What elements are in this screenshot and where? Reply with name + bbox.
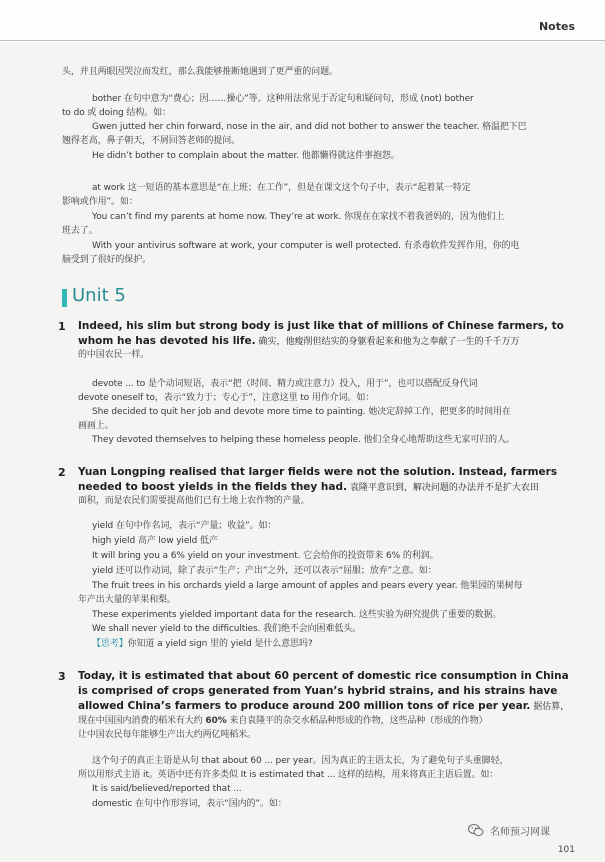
translation-percent: 60% bbox=[205, 716, 227, 726]
unit-accent-bar bbox=[62, 289, 67, 307]
note2-body-line: high yield 高产 low yield 低产 bbox=[92, 536, 218, 546]
note2-heading-en: needed to boost yields in the fields they had. bbox=[78, 481, 347, 493]
note1-body-line: They devoted themselves to helping these homeless people. 他们全身心地帮助这些无家可归的人。 bbox=[92, 435, 515, 445]
note3-body-line: It is said/believed/reported that ... bbox=[92, 784, 242, 794]
note2-body-line: 年产出大量的苹果和梨。 bbox=[78, 595, 176, 605]
note3-heading-line-2: is comprised of crops generated from Yuan’s hybrid strains, and his strains have bbox=[78, 685, 558, 697]
note3-body-line: 这个句子的真正主语是从句 that about 60 ... per year。因为真正的主语太长，为了避免句子头重脚轻， bbox=[92, 756, 509, 766]
note1-heading-line-1: Indeed, his slim but strong body is just like that of millions of Chinese farmers, to bbox=[78, 320, 564, 332]
atwork-line-5: With your antivirus software at work, your computer is well protected. 有杀毒软件发挥作用，你的电 bbox=[92, 241, 520, 251]
unit-title: Unit 5 bbox=[72, 285, 126, 306]
think-text: 你知道 a yield sign 里的 yield 是什么意思吗? bbox=[127, 639, 313, 649]
note1-heading-cn: 确实，他瘦削但结实的身躯看起来和他为之奉献了一生的千千万万 bbox=[255, 337, 520, 347]
translation-part: 现在中国国内消费的稻米有大约 bbox=[78, 716, 206, 726]
atwork-line-6: 脑受到了很好的保护。 bbox=[62, 255, 152, 265]
atwork-line-4: 班去了。 bbox=[62, 226, 98, 236]
wechat-icon bbox=[468, 822, 484, 838]
section-label: Notes bbox=[538, 20, 575, 33]
note3-translation-line-1 bbox=[78, 715, 488, 728]
note-number: 3 bbox=[58, 670, 66, 683]
header-divider bbox=[0, 40, 605, 41]
note1-heading-en: whom he has devoted his life. bbox=[78, 335, 256, 347]
note2-body-line: These experiments yielded important data for the research. 这些实验为研究提供了重要的数据。 bbox=[92, 610, 502, 620]
note2-body-line: yield 还可以作动词，除了表示“生产；产出”之外，还可以表示“屈服；放弃”之意。如： bbox=[92, 566, 437, 576]
note3-heading-line-3 bbox=[78, 699, 569, 714]
atwork-line-3: You can’t find my parents at home now. They’re at work. 你现在在家找不着我爸妈的，因为他们上 bbox=[92, 212, 505, 222]
atwork-line-1: at work 这一短语的基本意思是“在上班；在工作”，但是在课文这个句子中，表示“起着某一特定 bbox=[92, 183, 471, 193]
translation-part: 来自袁隆平的杂交水稻品种形成的作物，这些品种（形成的作物） bbox=[226, 716, 488, 726]
page-number: 101 bbox=[557, 845, 575, 855]
note3-body-line: 所以用形式主语 it。英语中还有许多类似 It is estimated that ... 这样的结构，用来将真正主语后置。如： bbox=[78, 770, 499, 780]
note2-body-line: We shall never yield to the difficulties. 我们绝不会向困难低头。 bbox=[92, 624, 362, 634]
watermark bbox=[468, 818, 593, 842]
note3-body-line: domestic 在句中作形容词，表示“国内的”。如： bbox=[92, 799, 287, 809]
think-label: 【思考】 bbox=[92, 639, 128, 649]
note3-heading-cn: 据估算， bbox=[530, 702, 570, 712]
note1-heading-line-2 bbox=[78, 334, 519, 349]
note1-body-line: She decided to quit her job and devote more time to painting. 她决定辞掉工作，把更多的时间用在 bbox=[92, 407, 511, 417]
bother-line-4: 翘得老高，鼻子朝天，不屑回答老师的提问。 bbox=[62, 136, 241, 146]
note2-heading-line-1: Yuan Longping realised that larger fields were not the solution. Instead, farmers bbox=[78, 466, 558, 478]
header-bar bbox=[0, 0, 605, 42]
note1-body-line: devote ... to 是个动词短语，表示“把（时间、精力或注意力）投入，用于”，也可以搭配反身代词 bbox=[92, 379, 478, 389]
note1-body-line: 画画上。 bbox=[78, 421, 114, 431]
note2-body-line: yield 在句中作名词，表示“产量；收益”。如： bbox=[92, 521, 277, 531]
note2-body-line: It will bring you a 6% yield on your investment. 它会给你的投资带来 6% 的利润。 bbox=[92, 551, 439, 561]
note-number: 2 bbox=[58, 466, 66, 479]
note3-heading-line-1: Today, it is estimated that about 60 percent of domestic rice consumption in China bbox=[78, 670, 569, 682]
bother-line-5: He didn’t bother to complain about the matter. 他都懒得就这件事抱怨。 bbox=[92, 151, 400, 161]
bother-line-2: to do 或 doing 结构。如： bbox=[62, 108, 171, 118]
watermark-text: 名师预习网课 bbox=[490, 826, 550, 838]
bother-line-1: bother 在句中意为“费心；因……操心”等。这种用法常见于否定句和疑问句，形成 (not) bother bbox=[92, 94, 474, 104]
note3-translation-line-2: 让中国农民每年能够生产出大约两亿吨稻米。 bbox=[78, 730, 257, 740]
note1-body-line: devote oneself to，表示“致力于；专心于”，注意这里 to 用作介词。如： bbox=[78, 393, 375, 403]
think-question bbox=[92, 638, 313, 651]
note1-heading-line-3: 的中国农民一样。 bbox=[78, 350, 150, 360]
note2-heading-line-3: 面积，而是农民们需要提高他们已有土地上农作物的产量。 bbox=[78, 496, 310, 506]
note2-heading-cn: 袁隆平意识到，解决问题的办法并不是扩大农田 bbox=[346, 483, 539, 493]
note-number: 1 bbox=[58, 320, 66, 333]
bother-line-3: Gwen jutted her chin forward, nose in the air, and did not bother to answer the teacher. 格温把下巴 bbox=[92, 122, 527, 132]
note2-body-line: The fruit trees in his orchards yield a large amount of apples and pears every year. 他果园的果树每 bbox=[92, 581, 523, 591]
intro-line: 头，并且两眼因哭泣而发红，那么我能够推断她遇到了更严重的问题。 bbox=[62, 67, 338, 77]
note2-heading-line-2 bbox=[78, 480, 539, 495]
atwork-line-2: 影响或作用”。如： bbox=[62, 197, 138, 207]
note3-heading-en: allowed China’s farmers to produce around 200 million tons of rice per year. bbox=[78, 700, 531, 712]
